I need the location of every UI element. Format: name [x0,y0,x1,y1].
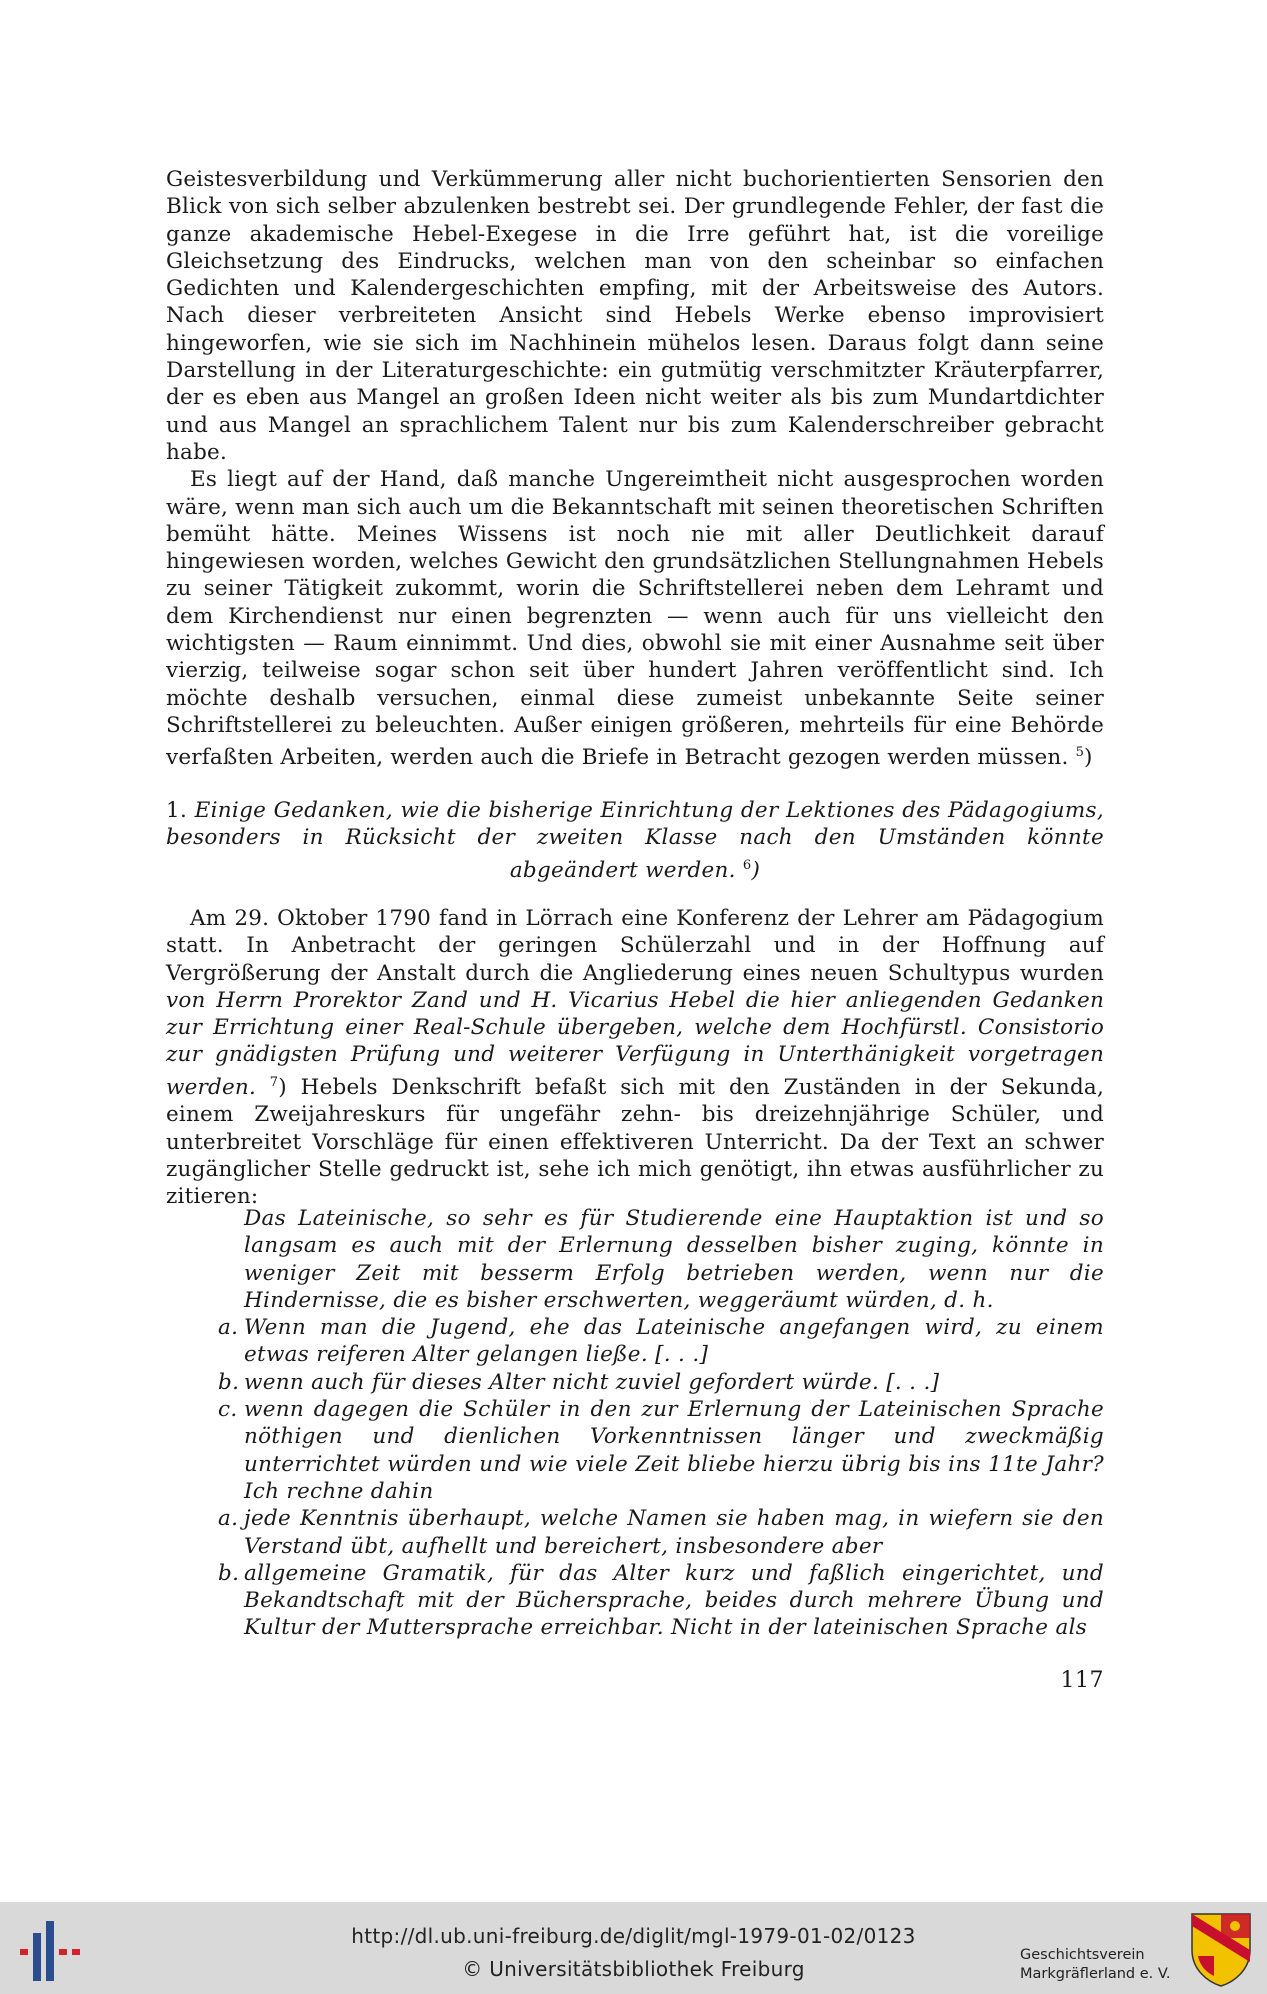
quote-item [218,1505,1104,1560]
section-number: 1. [166,798,188,823]
page-number: 117 [1060,1668,1104,1693]
quote-item-marker: b. [218,1560,240,1586]
quote-item-text: wenn dagegen die Schüler in den zur Erlernung der Lateinischen Sprache nöthigen und dienlichen Vorkenntnissen länger und zweckmäßig unterrichtet würden und wie viele Zeit bliebe hierzu übrig bis ins 11te Jahr? Ich rechne dahin [244,1397,1104,1504]
heading-paren: ) [751,857,761,883]
body-text [166,905,1104,1210]
document-url-link[interactable]: http://dl.ub.uni-freiburg.de/diglit/mgl-1979-01-02/0123 [351,1924,916,1948]
body-italic-quote: von Herrn Prorektor Zand und H. Vicarius Hebel die hier anliegenden Gedanken zur Errichtung einer Real-Schule übergeben, welche dem Hochfürstl. Consistorio zur gnädigsten Prüfung und weiterer Verfügung in Unterthänigkeit vorgetragen werden. [166,987,1104,1100]
quote-item [218,1369,1104,1396]
body-plain-1: Am 29. Oktober 1790 fand in Lörrach eine Konferenz der Lehrer am Pädagogium statt. In Anbetracht der geringen Schülerzahl und in der Hoffnung auf Vergrößerung der Anstalt durch die Angliederung eines neuen Schultypus wurden [166,906,1104,986]
quote-item [218,1396,1104,1505]
footnote-ref-6: 6 [742,857,752,873]
footnote-ref-5: 5 [1075,745,1085,761]
quote-lead: Das Lateinische, so sehr es für Studierende eine Hauptaktion ist und so langsam es auch mit der Erlernung desselben bisher zuging, könnte in weniger Zeit mit besserm Erfolg betrieben werden, wenn nur die Hindernisse, die es bisher erschwerten, weggeräumt würden, d. h. [244,1206,1104,1313]
quote-item-text: allgemeine Gramatik, für das Alter kurz und faßlich eingerichtet, und Bekandtschaft mit der Büchersprache, beides durch mehrere Übung und Kultur der Muttersprache erreichbar. Nicht in der lateinischen Sprache als [244,1560,1104,1641]
quote-item-text: wenn auch für dieses Alter nicht zuviel gefordert würde. [. . .] [244,1369,940,1395]
section-title: Einige Gedanken, wie die bisherige Einrichtung der Lektiones des Pädagogiums, besonders in Rücksicht der zweiten Klasse nach den Umständen könnte abgeändert werden. [166,798,1104,883]
quote-item-text: Wenn man die Jugend, ehe das Lateinische angefangen wird, zu einem etwas reiferen Alter gelangen ließe. [. . .] [244,1315,1104,1368]
paragraph-2-text: Es liegt auf der Hand, daß manche Ungereimtheit nicht ausgesprochen worden wäre, wenn man sich auch um die Bekanntschaft mit seinen theoretischen Schriften bemüht hätte. Meines Wissens ist noch nie mit aller Deutlichkeit darauf hingewiesen worden, welches Gewicht den grundsätzlichen Stellungnahmen Hebels zu seiner Tätigkeit zukommt, worin die Schriftstellerei neben dem Lehramt und dem Kirchendienst nur einen begrenzten — wenn auch für uns vielleicht den wichtigsten — Raum einnimmt. Und dies, obwohl sie mit einer Ausnahme seit über vierzig, teilweise sogar schon seit über hundert Jahren veröffentlicht sind. Ich möchte deshalb versuchen, einmal diese zumeist unbekannte Seite seiner Schriftstellerei zu beleuchten. Außer einigen größeren, mehrteils für eine Behörde verfaßten Arbeiten, werden auch die Briefe in Betracht gezogen werden müssen. [166,467,1104,771]
quote-item-marker: a. [218,1315,239,1341]
quote-item-text: jede Kenntnis überhaupt, welche Namen sie haben mag, in wiefern sie den Verstand übt, aufhellt und bereichert, insbesondere aber [244,1506,1104,1559]
section-heading [166,797,1104,884]
quote-item-marker: b. [218,1369,240,1395]
coat-of-arms-icon[interactable] [1188,1910,1254,1988]
society-name [1020,1946,1171,1984]
paragraph-3 [166,905,1104,1210]
quote-item [218,1560,1104,1642]
paragraph-2: Es liegt auf der Hand, daß manche Ungereimtheit nicht ausgesprochen worden wäre, wenn man sich auch um die Bekanntschaft mit seinen theoretischen Schriften bemüht hätte. Meines Wissens ist noch nie mit aller Deutlichkeit darauf hingewiesen worden, welches Gewicht den grundsätzlichen Stellungnahmen Hebels zu seiner Tätigkeit zukommt, worin die Schriftstellerei neben dem Lehramt und dem Kirchendienst nur einen begrenzten — wenn auch für uns vielleicht den wichtigsten — Raum einnimmt. Und dies, obwohl sie mit einer Ausnahme seit über vierzig, teilweise sogar schon seit über hundert Jahren veröffentlicht sind. Ich möchte deshalb versuchen, einmal diese zumeist unbekannte Seite seiner Schriftstellerei zu beleuchten. Außer einigen größeren, mehrteils für eine Behörde verfaßten Arbeiten, werden auch die Briefe in Betracht gezogen werden müssen. $^5$) [166,467,1104,771]
viewer-footer [0,1902,1267,1994]
paragraph-1: Geistesverbildung und Verkümmerung aller nicht buchorientierten Sensorien den Blick von sich selber abzulenken bestrebt sei. Der grundlegende Fehler, der fast die ganze akademische Hebel-Exegese in die Irre geführt hat, ist die voreilige Gleichsetzung des Eindrucks, welchen man von den scheinbar so einfachen Gedichten und Kalendergeschichten empfing, mit der Arbeitsweise des Autors. Nach dieser verbreiteten Ansicht sind Hebels Werke ebenso improvisiert hingeworfen, wie sie sich im Nachhinein mühelos lesen. Daraus folgt dann seine Darstellung in der Literaturgeschichte: ein gutmütig verschmitzter Kräuterpfarrer, der es eben aus Mangel an großen Ideen nicht weiter als bis zum Mundartdichter und aus Mangel an sprachlichem Talent nur bis zum Kalenderschreiber gebracht habe. [166,167,1104,465]
body-plain-2: ) Hebels Denkschrift befaßt sich mit den Zuständen in der Sekunda, einem Zweijahreskurs für ungefähr zehn- bis dreizehnjährige Schüler, und unterbreitet Vorschläge für einen effektiveren Unterricht. Da der Text an schwer zugänglicher Stelle gedruckt ist, sehe ich mich genötigt, ihn etwas ausführlicher zu zitieren: [166,1074,1104,1210]
society-line-1: Geschichtsverein [1020,1947,1145,1963]
quote-item-marker: c. [218,1397,238,1423]
footnote-ref-7: 7 [269,1074,279,1090]
block-quote [166,1205,1104,1642]
copyright-text: © Universitätsbibliothek Freiburg [462,1957,805,1981]
society-line-2: Markgräflerland e. V. [1020,1966,1171,1982]
quote-item-marker: a. [218,1506,239,1532]
intro-text [166,166,1104,772]
quote-item [218,1314,1104,1369]
